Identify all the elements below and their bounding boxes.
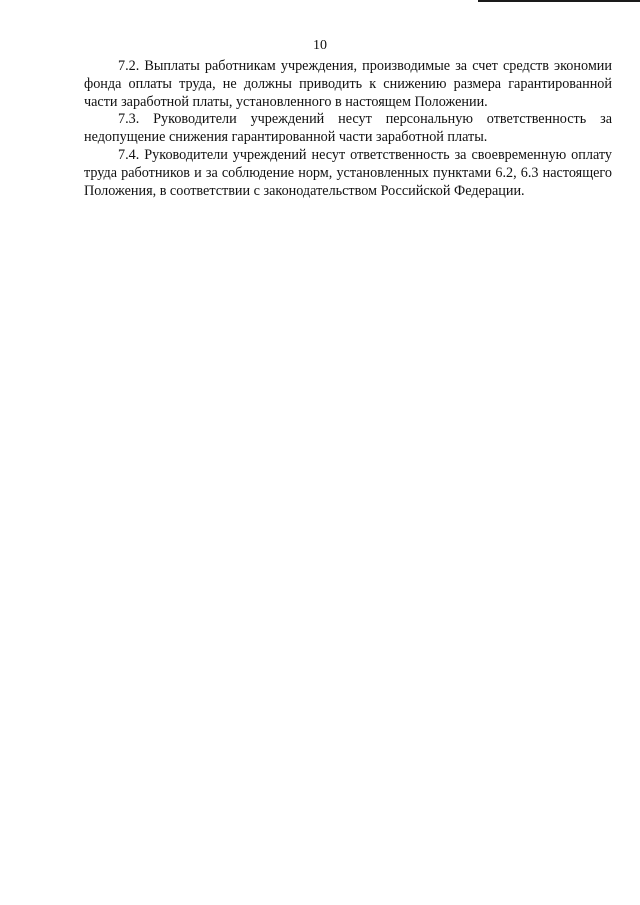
paragraph-7-4: 7.4. Руководители учреждений несут ответственность за своевременную оплату труда работников и за соблюдение норм, установленных пунктами 6.2, 6.3 настоящего Положения, в соответствии с законодательством Российской Федерации. xyxy=(84,146,612,199)
paragraph-7-3: 7.3. Руководители учреждений несут персональную ответственность за недопущение снижения гарантированной части заработной платы. xyxy=(84,111,612,146)
document-body xyxy=(84,58,612,200)
page-number: 10 xyxy=(313,38,327,53)
paragraph-7-2: 7.2. Выплаты работникам учреждения, производимые за счет средств экономии фонда оплаты труда, не должны приводить к снижению размера гарантированной части заработной платы, установленного в настоящем Положении. xyxy=(84,58,612,110)
top-edge-line xyxy=(478,0,640,2)
